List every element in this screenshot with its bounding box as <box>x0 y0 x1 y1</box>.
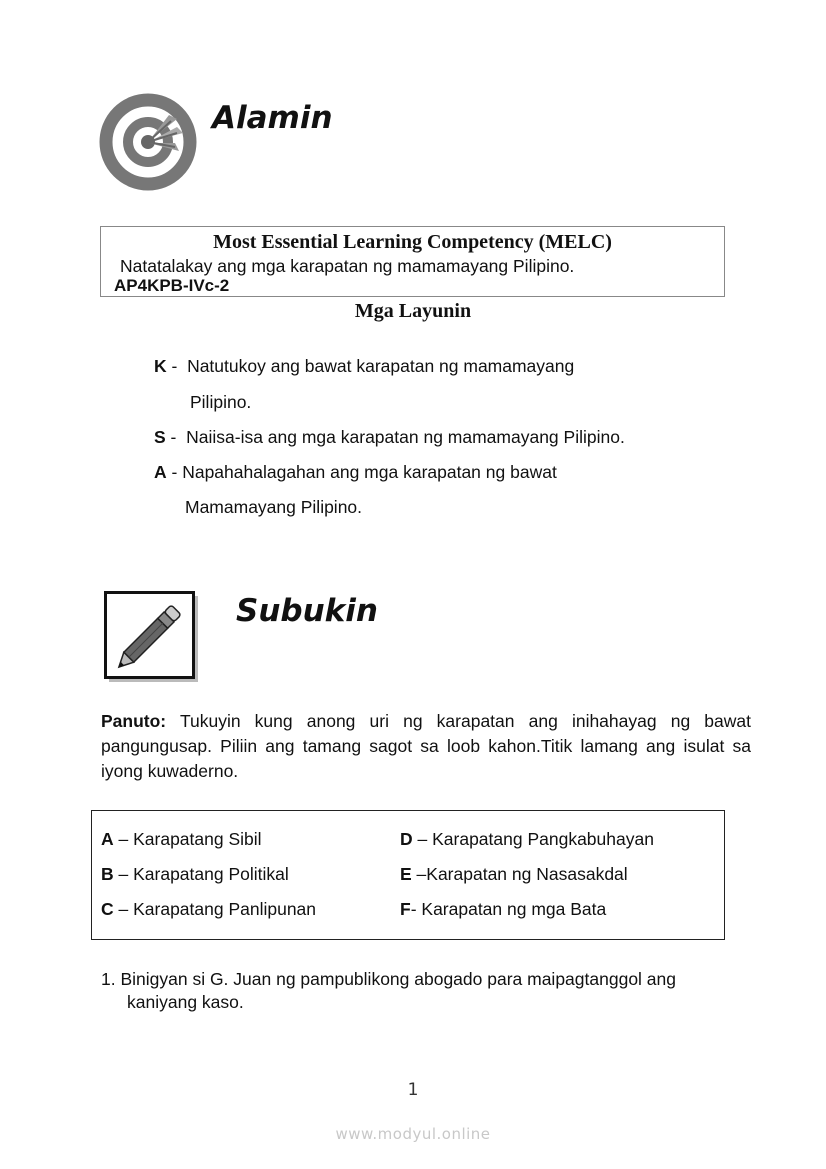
choice-d <box>400 829 654 850</box>
choice-text: – Karapatang Pangkabuhayan <box>412 829 654 849</box>
target-dart-icon <box>99 93 197 191</box>
choice-e <box>400 864 628 885</box>
choice-a <box>101 829 262 850</box>
objective-separator: - <box>165 427 187 447</box>
objective-letter: S <box>154 427 166 447</box>
choice-letter: F <box>400 899 411 919</box>
objective-letter: K <box>154 356 167 376</box>
choices-box <box>91 810 725 940</box>
melc-heading: Most Essential Learning Competency (MELC) <box>213 231 612 253</box>
objective-k <box>154 356 574 377</box>
alamin-title: Alamin <box>212 100 333 136</box>
melc-text: Natatalakay ang mga karapatan ng mamamayang Pilipino. <box>120 256 575 276</box>
question-1 <box>101 968 781 1014</box>
subukin-title: Subukin <box>236 593 378 629</box>
choice-letter: E <box>400 864 412 884</box>
question-text-continued: kaniyang kaso. <box>127 992 244 1012</box>
pencil-icon <box>104 591 198 682</box>
objective-a-continued: Mamamayang Pilipino. <box>185 497 363 517</box>
choice-text: –Karapatan ng Nasasakdal <box>411 864 628 884</box>
choice-letter: B <box>101 864 114 884</box>
objective-text: Naiisa-isa ang mga karapatan ng mamamayang Pilipino. <box>186 427 625 447</box>
layunin-heading: Mga Layunin <box>354 300 472 322</box>
objective-text: Napahahalagahan ang mga karapatan ng bawat <box>182 462 557 482</box>
choice-text: – Karapatang Sibil <box>113 829 262 849</box>
instructions <box>101 709 751 784</box>
choice-letter: D <box>400 829 413 849</box>
objective-a <box>154 462 557 483</box>
choice-letter: A <box>101 829 114 849</box>
instructions-text: Tukuyin kung anong uri ng karapatan ang inihahayag ng bawat pangungusap. Piliin ang tamang sagot sa loob kahon.Titik lamang ang isulat sa iyong kuwaderno. <box>101 711 751 781</box>
question-text: 1. Binigyan si G. Juan ng pampublikong abogado para maipagtanggol ang <box>101 969 676 989</box>
choice-text: – Karapatang Panlipunan <box>113 899 317 919</box>
melc-box <box>100 226 725 297</box>
watermark: www.modyul.online <box>335 1125 491 1143</box>
melc-code: AP4KPB-IVc-2 <box>114 276 230 295</box>
choice-letter: C <box>101 899 114 919</box>
choice-f <box>400 899 606 920</box>
objective-separator: - <box>166 356 188 376</box>
objective-separator: - <box>166 462 183 482</box>
page-number: 1 <box>407 1080 419 1100</box>
choice-b <box>101 864 289 885</box>
choice-c <box>101 899 316 920</box>
choice-text: – Karapatang Politikal <box>113 864 289 884</box>
objective-text: Natutukoy ang bawat karapatan ng mamamayang <box>187 356 575 376</box>
choice-text: - Karapatan ng mga Bata <box>410 899 607 919</box>
objective-s <box>154 427 625 448</box>
instructions-label: Panuto: <box>101 711 167 731</box>
objective-letter: A <box>154 462 167 482</box>
objective-k-continued: Pilipino. <box>190 392 252 412</box>
